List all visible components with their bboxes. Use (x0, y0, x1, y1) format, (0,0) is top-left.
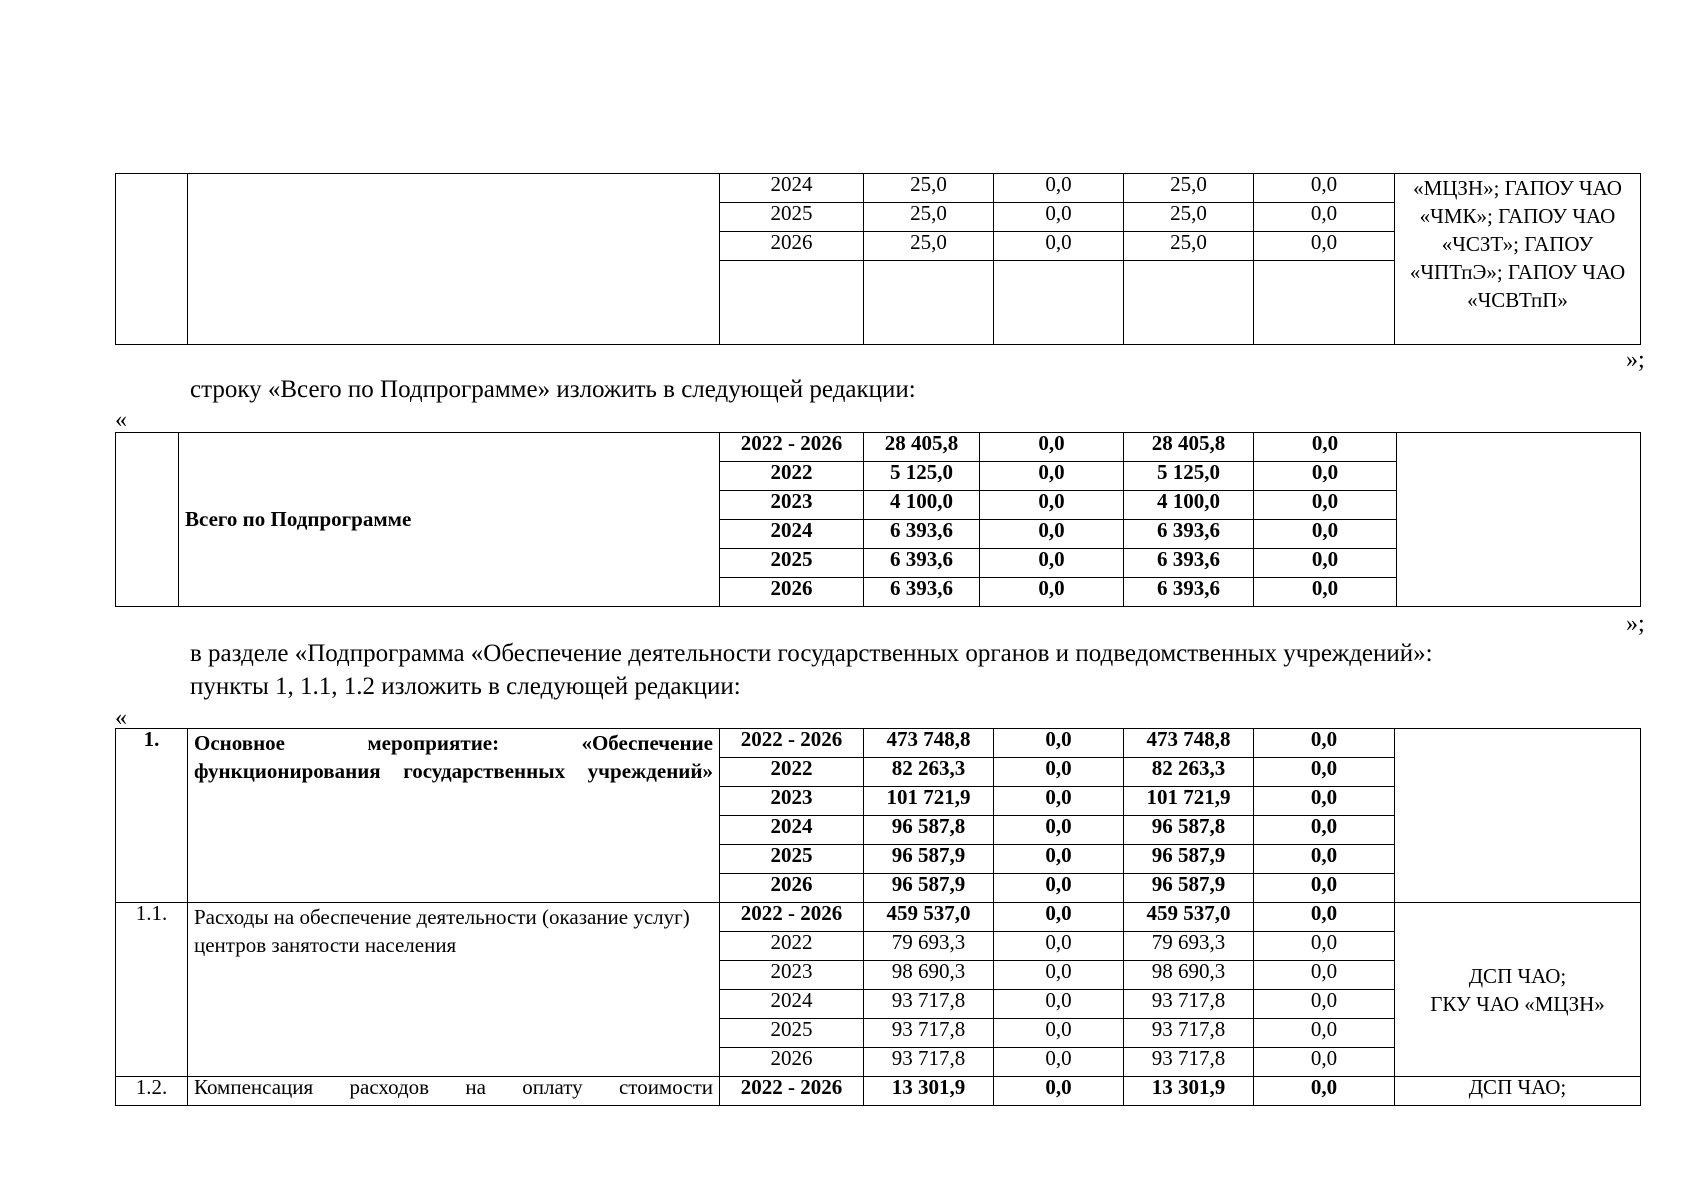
year-cell: 2022 - 2026 (720, 433, 864, 462)
opening-quote-mark: « (115, 705, 127, 731)
total-cell: 28 405,8 (864, 433, 980, 462)
other-cell: 0,0 (1254, 729, 1395, 758)
total-cell: 93 717,8 (864, 1019, 994, 1048)
other-cell: 0,0 (1254, 462, 1397, 491)
table-row (116, 729, 1641, 758)
other-cell: 0,0 (1254, 816, 1395, 845)
executors-cell (1397, 433, 1641, 607)
year-cell: 2022 - 2026 (720, 903, 864, 932)
federal-cell: 0,0 (994, 1019, 1124, 1048)
other-cell: 0,0 (1254, 961, 1395, 990)
regional-cell: 25,0 (1124, 174, 1254, 203)
other-cell: 0,0 (1254, 549, 1397, 578)
item-number: 1.1. (116, 903, 188, 1077)
empty-cell (864, 261, 994, 345)
federal-cell: 0,0 (980, 462, 1124, 491)
year-cell: 2024 (720, 174, 864, 203)
total-cell: 101 721,9 (864, 787, 994, 816)
paragraph-text: пункты 1, 1.1, 1.2 изложить в следующей редакции: (190, 673, 741, 700)
other-cell: 0,0 (1254, 232, 1395, 261)
empty-cell (994, 261, 1124, 345)
total-cell: 13 301,9 (864, 1077, 994, 1106)
regional-cell: 79 693,3 (1124, 932, 1254, 961)
year-cell: 2023 (720, 961, 864, 990)
federal-cell: 0,0 (980, 520, 1124, 549)
regional-cell: 96 587,9 (1124, 874, 1254, 903)
regional-cell: 96 587,8 (1124, 816, 1254, 845)
year-cell: 2024 (720, 520, 864, 549)
year-cell: 2025 (720, 845, 864, 874)
subprogram-total-table (115, 432, 1641, 607)
total-cell: 93 717,8 (864, 990, 994, 1019)
closing-quote-mark: »; (1626, 347, 1645, 373)
year-cell: 2026 (720, 874, 864, 903)
federal-cell: 0,0 (994, 990, 1124, 1019)
table-row (116, 174, 1641, 203)
other-cell: 0,0 (1254, 578, 1397, 607)
other-cell: 0,0 (1254, 787, 1395, 816)
executors-cell: «МЦЗН»; ГАПОУ ЧАО «ЧМК»; ГАПОУ ЧАО «ЧСЗТ»; ГАПОУ «ЧПТпЭ»; ГАПОУ ЧАО «ЧСВТпП» (1395, 174, 1641, 345)
year-cell: 2024 (720, 816, 864, 845)
other-cell: 0,0 (1254, 1019, 1395, 1048)
year-cell: 2023 (720, 787, 864, 816)
federal-cell: 0,0 (994, 232, 1124, 261)
other-cell: 0,0 (1254, 1077, 1395, 1106)
other-cell: 0,0 (1254, 203, 1395, 232)
federal-cell: 0,0 (994, 874, 1124, 903)
federal-cell: 0,0 (994, 903, 1124, 932)
total-cell: 459 537,0 (864, 903, 994, 932)
total-cell: 25,0 (864, 203, 994, 232)
other-cell: 0,0 (1254, 874, 1395, 903)
regional-cell: 25,0 (1124, 203, 1254, 232)
item-title: Основное мероприятие: «Обеспечение функционирования государственных учреждений» (188, 729, 720, 903)
regional-cell: 6 393,6 (1124, 520, 1254, 549)
opening-quote-mark: « (115, 407, 127, 433)
item-number: 1.2. (116, 1077, 188, 1106)
table-row (116, 433, 1641, 462)
total-cell: 4 100,0 (864, 491, 980, 520)
other-cell: 0,0 (1254, 520, 1397, 549)
executors-cell (1395, 903, 1641, 1077)
federal-cell: 0,0 (994, 203, 1124, 232)
other-cell: 0,0 (1254, 758, 1395, 787)
regional-cell: 28 405,8 (1124, 433, 1254, 462)
total-cell: 6 393,6 (864, 549, 980, 578)
federal-cell: 0,0 (980, 433, 1124, 462)
total-cell: 96 587,9 (864, 845, 994, 874)
item-number: 1. (116, 729, 188, 903)
regional-cell: 6 393,6 (1124, 549, 1254, 578)
federal-cell: 0,0 (994, 1048, 1124, 1077)
year-cell: 2022 (720, 462, 864, 491)
closing-quote-mark: »; (1626, 611, 1645, 637)
other-cell: 0,0 (1254, 932, 1395, 961)
total-cell: 82 263,3 (864, 758, 994, 787)
regional-cell: 98 690,3 (1124, 961, 1254, 990)
executors-cell: ДСП ЧАО; (1395, 1077, 1641, 1106)
year-cell: 2026 (720, 578, 864, 607)
total-cell: 98 690,3 (864, 961, 994, 990)
federal-cell: 0,0 (994, 758, 1124, 787)
total-cell: 96 587,8 (864, 816, 994, 845)
regional-cell: 473 748,8 (1124, 729, 1254, 758)
empty-cell (720, 261, 864, 345)
federal-cell: 0,0 (994, 961, 1124, 990)
regional-cell: 25,0 (1124, 232, 1254, 261)
federal-cell: 0,0 (994, 1077, 1124, 1106)
num-cell (116, 174, 188, 345)
subprogram-total-label: Всего по Подпрограмме (179, 433, 720, 607)
other-cell: 0,0 (1254, 845, 1395, 874)
num-cell (116, 433, 179, 607)
executor-line: ДСП ЧАО; (1468, 963, 1567, 988)
federal-cell: 0,0 (994, 932, 1124, 961)
federal-cell: 0,0 (994, 174, 1124, 203)
year-cell: 2026 (720, 1048, 864, 1077)
total-cell: 5 125,0 (864, 462, 980, 491)
year-cell: 2022 (720, 932, 864, 961)
federal-cell: 0,0 (994, 845, 1124, 874)
year-cell: 2024 (720, 990, 864, 1019)
activities-table (115, 728, 1641, 1106)
regional-cell: 101 721,9 (1124, 787, 1254, 816)
table-row (116, 1077, 1641, 1106)
regional-cell: 459 537,0 (1124, 903, 1254, 932)
regional-cell: 82 263,3 (1124, 758, 1254, 787)
other-cell: 0,0 (1254, 903, 1395, 932)
regional-cell: 96 587,9 (1124, 845, 1254, 874)
federal-cell: 0,0 (980, 578, 1124, 607)
paragraph-text: строку «Всего по Подпрограмме» изложить в следующей редакции: (190, 376, 916, 403)
total-cell: 473 748,8 (864, 729, 994, 758)
program-table-continuation (115, 173, 1641, 345)
other-cell: 0,0 (1254, 433, 1397, 462)
executors-cell (1395, 729, 1641, 903)
regional-cell: 93 717,8 (1124, 1019, 1254, 1048)
year-cell: 2025 (720, 203, 864, 232)
total-cell: 93 717,8 (864, 1048, 994, 1077)
regional-cell: 5 125,0 (1124, 462, 1254, 491)
empty-cell (1124, 261, 1254, 345)
other-cell: 0,0 (1254, 990, 1395, 1019)
other-cell: 0,0 (1254, 491, 1397, 520)
year-cell: 2023 (720, 491, 864, 520)
other-cell: 0,0 (1254, 174, 1395, 203)
item-title: Компенсация расходов на оплату стоимости (188, 1077, 720, 1106)
federal-cell: 0,0 (980, 549, 1124, 578)
total-cell: 96 587,9 (864, 874, 994, 903)
year-cell: 2026 (720, 232, 864, 261)
total-cell: 6 393,6 (864, 578, 980, 607)
other-cell: 0,0 (1254, 1048, 1395, 1077)
empty-cell (1254, 261, 1395, 345)
total-cell: 6 393,6 (864, 520, 980, 549)
year-cell: 2025 (720, 1019, 864, 1048)
year-cell: 2022 (720, 758, 864, 787)
regional-cell: 4 100,0 (1124, 491, 1254, 520)
total-cell: 25,0 (864, 232, 994, 261)
federal-cell: 0,0 (994, 729, 1124, 758)
total-cell: 79 693,3 (864, 932, 994, 961)
total-cell: 25,0 (864, 174, 994, 203)
item-title: Расходы на обеспечение деятельности (оказание услуг) центров занятости населения (188, 903, 720, 1077)
table-row (116, 903, 1641, 932)
federal-cell: 0,0 (994, 816, 1124, 845)
executor-line: ГКУ ЧАО «МЦЗН» (1430, 991, 1605, 1016)
year-cell: 2022 - 2026 (720, 729, 864, 758)
federal-cell: 0,0 (994, 787, 1124, 816)
regional-cell: 13 301,9 (1124, 1077, 1254, 1106)
year-cell: 2025 (720, 549, 864, 578)
regional-cell: 93 717,8 (1124, 1048, 1254, 1077)
regional-cell: 93 717,8 (1124, 990, 1254, 1019)
year-cell: 2022 - 2026 (720, 1077, 864, 1106)
title-cell (188, 174, 720, 345)
regional-cell: 6 393,6 (1124, 578, 1254, 607)
paragraph-text: в разделе «Подпрограмма «Обеспечение деятельности государственных органов и подведомственных учреждений»: (190, 640, 1433, 667)
federal-cell: 0,0 (980, 491, 1124, 520)
